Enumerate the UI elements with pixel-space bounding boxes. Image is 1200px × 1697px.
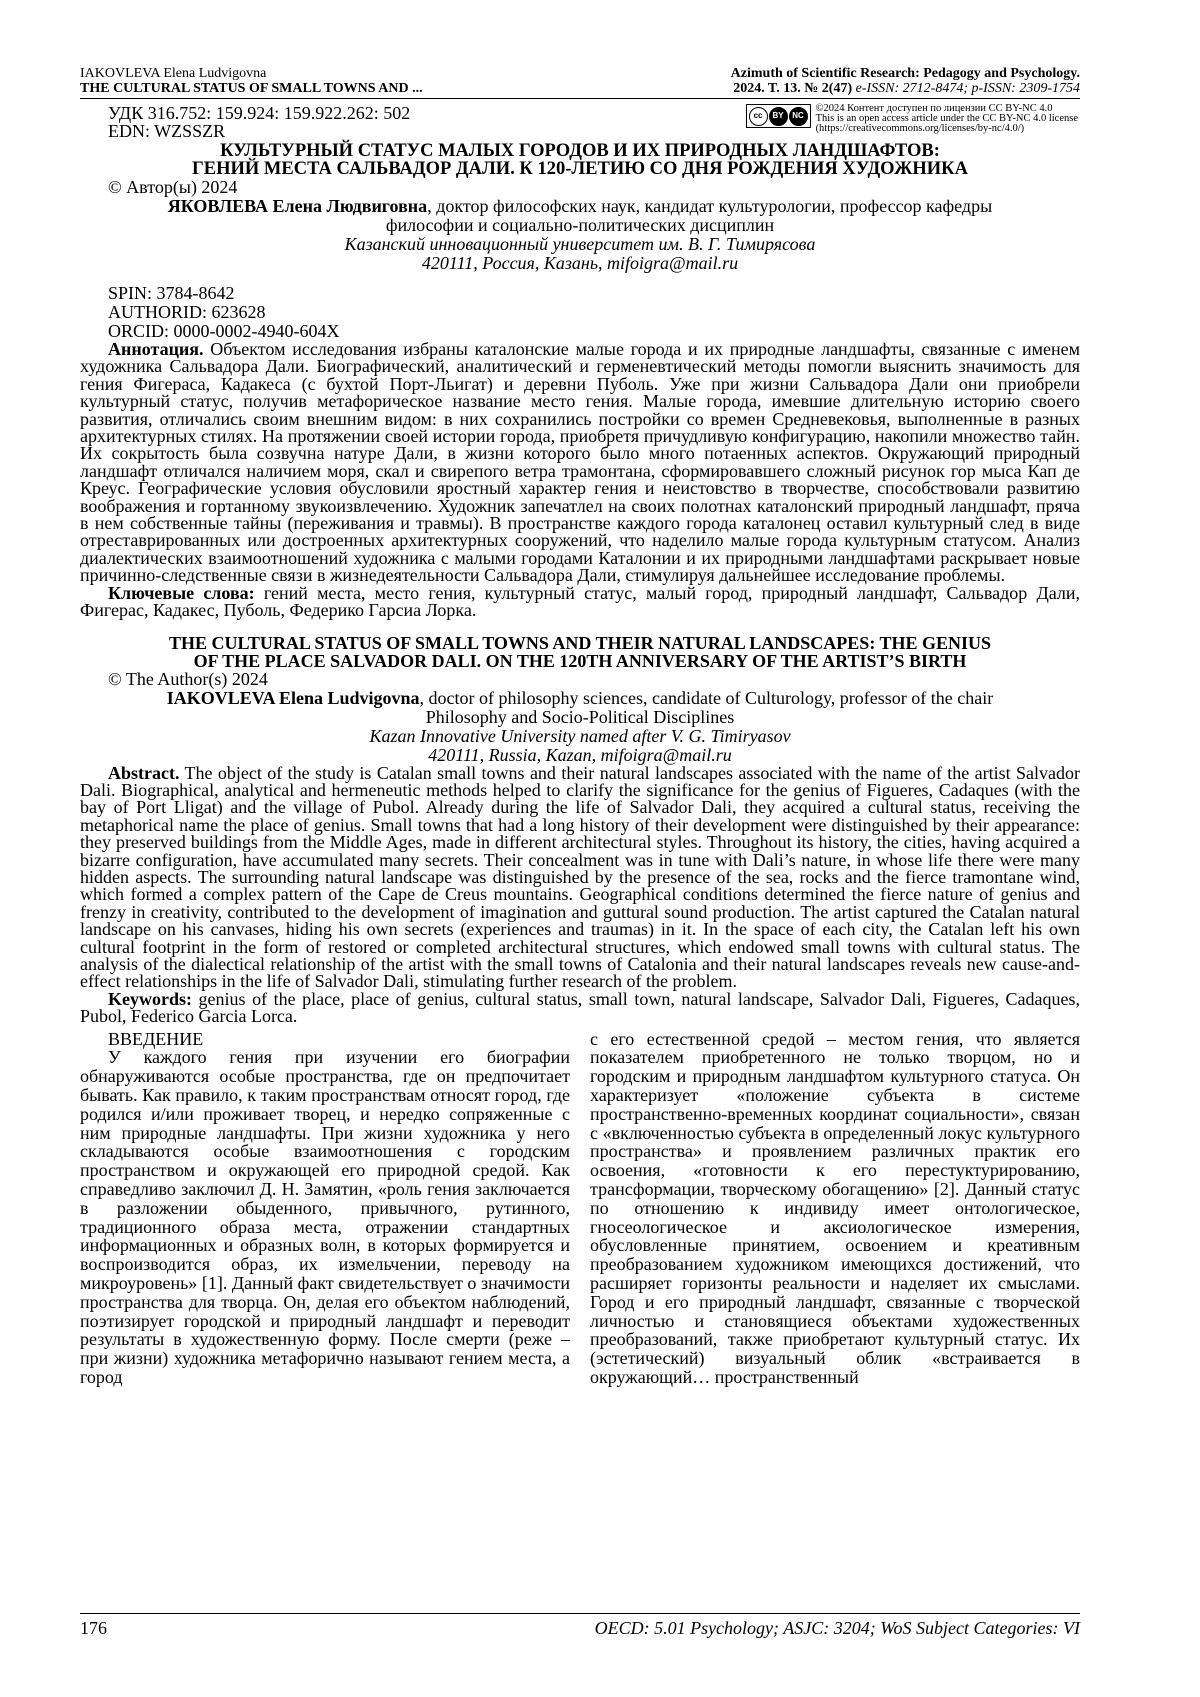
header-left [80, 66, 423, 96]
section-title: ВВЕДЕНИЕ [108, 1028, 204, 1049]
abstract-ru-label: Аннотация. [108, 339, 204, 359]
copyright-ru: © Автор(ы) 2024 [108, 177, 238, 197]
affiliation-en-line2: 420111, Russia, Kazan, mifoigra@mail.ru [428, 744, 732, 765]
title-ru [80, 142, 1080, 178]
author-ids [80, 284, 1080, 341]
abstract-en-text: The object of the study is Catalan small towns and their natural landscapes associated with the name of the artist Salvador Dali. Biographical, analytical and hermeneutic methods helped to clarify the significance for the genius of Figueres, Cadaques (with the bay of Port Lligat) and the village of Pubol. Already during the life of Salvador Dali, they acquired a cultural status, receiving the metaphorical name the place of genius. Small towns that had a long history of their development were distinguished by their appearance: they preserved buildings from the Middle Ages, made in different architectural styles. Throughout its history, the cities, having acquired a bizarre configuration, have accumulated many secrets. Their concealment was in tune with Dali’s nature, in whose life there were many hidden aspects. The surrounding natural landscape was distinguished by the presence of the sea, rocks and the fierce tramontane wind, which formed a complex pattern of the Cape de Creus mountains. Geographical conditions determined the fierce nature of genius and frenzy in creativity, contributed to the development of imagination and guttural sound production. The artist captured the Catalan natural landscape on his canvases, hiding his own secrets (experiences and traumas) in it. In the space of each city, the Catalan left his own cultural footprint in the form of restored or completed architectural structures, which endowed small towns with cultural status. The analysis of the dialectical relationship of the artist with the small towns of Catalonia and their natural landscapes reveals new cause-and-effect relationships in the life of Salvador Dali, stimulating further research of the problem. [80, 762, 1080, 992]
nc-icon: NC [789, 107, 808, 126]
header-journal: Azimuth of Scientific Research: Pedagogy and Psychology. [730, 66, 1080, 81]
page-footer [80, 1613, 1080, 1639]
keywords-en-text: genius of the place, place of genius, cultural status, small town, natural landscape, Salvador Dali, Figueres, Cadaques, Pubol, Federico Garcia Lorca. [80, 988, 1080, 1027]
by-icon: BY [769, 107, 788, 126]
affiliation-ru-line1: Казанский инновационный университет им. В. Г. Тимирясова [344, 234, 816, 254]
body-paragraph-left: У каждого гения при изучении его биографии обнаруживаются особые пространства, где он предпочитает бывать. Как правило, к таким пространствам относят город, где родился и/или проживает творец, и нередко сопряженные с ним природные ландшафты. При жизни художника у него складываются особые взаимоотношения с городским пространством и окружающей его природной средой. Как справедливо заключил Д. Н. Замятин, «роль гения заключается в разложении обыденного, привычного, рутинного, традиционного образа места, отражении стандартных информационных и образных волн, в которых формируется и воспроизводится образ, их измельчении, переводу на микроуровень» [1]. Данный факт свидетельствует о значимости пространства для творца. Он, делая его объектом наблюдений, поэтизирует городской и природный ландшафт и переводит результаты в художественную форму. После смерти (реже – при жизни) художника метафорично называют гением места, а город [80, 1047, 570, 1387]
keywords-ru-text: гений места, место гения, культурный статус, малый город, природный ландшафт, Сальвадор Дали, Фигерас, Кадакес, Пуболь, Федерико Гарсиа Лорка. [80, 582, 1080, 621]
udc-code: УДК 316.752: 159.924: 159.922.262: 502 [108, 103, 411, 123]
affiliation-ru [80, 235, 1080, 273]
author-desc-en: , doctor of philosophy sciences, candidate of Culturology, professor of the chair [419, 687, 994, 708]
license-block [746, 104, 1078, 140]
header-issn: e-ISSN: 2712-8474; p-ISSN: 2309-1754 [855, 81, 1080, 96]
header-issue: 2024. T. 13. № 2(47) [733, 81, 853, 96]
cc-license-badge[interactable] [746, 104, 811, 128]
spin-id: SPIN: 3784-8642 [108, 283, 235, 303]
body-columns [80, 1030, 1080, 1387]
body-paragraph-right: с его естественной средой – местом гения, что является показателем приобретенного не только творцом, но и городским и природным ландшафтом культурного статуса. Он характеризует «положение субъекта в системе пространственно-временных координат социальности», связан с «включенностью субъекта в определенный локус культурного пространства» и проявлением различных практик его освоения, «готовности к его перестуктурированию, трансформации, творческому обогащению» [2]. Данный статус по отношению к индивиду имеет онтологическое, гносеологическое и аксиологическое измерения, обусловленные принятием, освоением и креативным преобразованием художником имеющихся достижений, что расширяет горизонты реальности и наделяет их смыслами. Город и его природный ландшафт, связанные с творческой личностью и становящиеся объектами художественных преобразований, также приобретают культурный статус. Их (эстетический) визуальный облик «встраивается в окружающий… пространственный [590, 1028, 1080, 1387]
affiliation-en-line1: Kazan Innovative University named after V. G. Timiryasov [369, 725, 791, 746]
abstract-en-label: Abstract. [108, 762, 180, 783]
abstract-ru [80, 341, 1080, 585]
license-line-ru: ©2024 Контент доступен по лицензии CC BY-NC 4.0 [815, 103, 1053, 114]
copyright-en: © The Author(s) 2024 [108, 668, 268, 689]
license-url[interactable]: (https://creativecommons.org/licenses/by-nc/4.0/) [815, 123, 1025, 134]
license-line-en: This is an open access article under the CC BY-NC 4.0 license [815, 113, 1078, 124]
page-number: 176 [80, 1618, 107, 1638]
abstract-en [80, 762, 1080, 992]
keywords-ru-label: Ключевые слова: [108, 582, 255, 603]
keywords-en-label: Keywords: [108, 988, 192, 1009]
udc-block [80, 104, 410, 140]
keywords-en [80, 988, 1080, 1027]
author-id: AUTHORID: 623628 [108, 302, 266, 322]
title-en [80, 634, 1080, 670]
author-name-en: IAKOVLEVA Elena Ludvigovna [166, 687, 420, 708]
body-column-left [80, 1030, 570, 1387]
author-name-ru: ЯКОВЛЕВА Елена Людвиговна [167, 196, 428, 216]
title-en-line2: OF THE PLACE SALVADOR DALI. ON THE 120TH ANNIVERSARY OF THE ARTIST’S BIRTH [193, 650, 967, 671]
affiliation-en [80, 727, 1080, 765]
author-dept-ru: философии и социально-политических дисциплин [385, 215, 775, 235]
title-ru-line1: КУЛЬТУРНЫЙ СТАТУС МАЛЫХ ГОРОДОВ И ИХ ПРИРОДНЫХ ЛАНДШАФТОВ: [220, 141, 940, 161]
title-en-line1: THE CULTURAL STATUS OF SMALL TOWNS AND THEIR NATURAL LANDSCAPES: THE GENIUS [168, 632, 992, 653]
affiliation-ru-line2: 420111, Россия, Казань, mifoigra@mail.ru [421, 253, 739, 273]
title-ru-line2: ГЕНИЙ МЕСТА САЛЬВАДОР ДАЛИ. К 120-ЛЕТИЮ СО ДНЯ РОЖДЕНИЯ ХУДОЖНИКА [192, 159, 968, 179]
cc-icon: cc [749, 107, 768, 126]
header-author: IAKOVLEVA Elena Ludvigovna [80, 66, 267, 81]
page [80, 66, 1080, 1387]
running-header [80, 66, 1080, 99]
keywords-ru [80, 582, 1080, 621]
license-text [816, 104, 1078, 134]
edn-code: EDN: WZSSZR [108, 121, 226, 141]
author-dept-en: Philosophy and Socio-Political Disciplines [425, 706, 735, 727]
header-title: THE CULTURAL STATUS OF SMALL TOWNS AND ... [80, 81, 423, 96]
author-en [80, 689, 1080, 727]
author-desc-ru: , доктор философских наук, кандидат культурологии, профессор кафедры [427, 196, 993, 216]
header-right [731, 66, 1080, 96]
author-ru [80, 197, 1080, 235]
body-column-right [590, 1030, 1080, 1387]
abstract-ru-text: Объектом исследования избраны каталонские малые города и их природные ландшафты, связанные с именем художника Сальвадора Дали. Биографический, аналитический и герменевтический методы помогли выяснить значимость для гения Фигераса, Кадакеса (с бухтой Порт-Льигат) и деревни Пуболь. Уже при жизни Сальвадора Дали они приобрели культурный статус, получив метафорическое название место гения. Малые города, имевшие длительную историю своего развития, отличались своим внешним видом: в них сохранились постройки со времен Средневековья, выполненные в разных архитектурных стилях. На протяжении своей истории города, приобретя причудливую конфигурацию, накопили множество тайн. Их сокрытость была созвучна натуре Дали, в жизни которого было много потаенных аспектов. Окружающий природный ландшафт отличался наличием моря, скал и свирепого ветра трамонтана, сформировавшего сложный рисунок гор мыса Кап де Креус. Географические условия обусловили яростный характер гения и неистовство в творчестве, способствовали развитию воображения и гортанному звукоизвлечению. Художник запечатлел на своих полотнах каталонский природный ландшафт, пряча в нем собственные тайны (переживания и травмы). В пространстве каждого города каталонец оставил культурный след в виде отреставрированных или достроенных архитектурных сооружений, что наделило малые города культурным статусом. Анализ диалектических взаимоотношений художника с малыми городами Каталонии и их природными ландшафтами раскрывает новые причинно-следственные связи в жизнедеятельности Сальвадора Дали, стимулируя дальнейшее исследование проблемы. [80, 339, 1080, 586]
orcid-id: ORCID: 0000-0002-4940-604X [108, 321, 340, 341]
footer-classification: OECD: 5.01 Psychology; ASJC: 3204; WoS Subject Categories: VI [594, 1618, 1080, 1638]
udc-row [80, 104, 1080, 140]
header-issue-line [731, 81, 1080, 96]
